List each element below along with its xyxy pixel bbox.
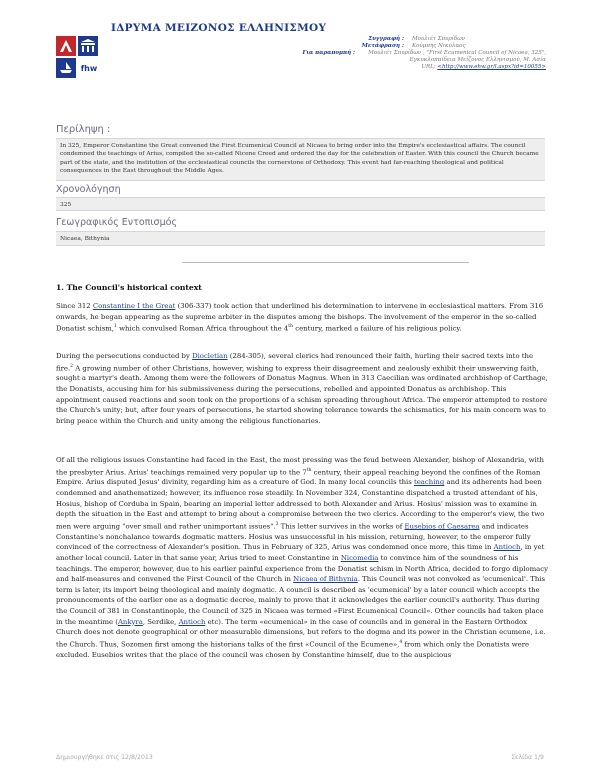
location-value: Nicaea, Bithynia — [60, 236, 110, 242]
p3-text: to convince him of the soundness of his teachings. The emperor, however, due to his earlier painful experience from the Donatist schism in North Africa, decided to forgo diplomacy and half-measures and convened the First Council of the Church in — [56, 553, 549, 584]
superscript: th — [288, 324, 294, 330]
chronology-title: Χρονολόγηση — [56, 184, 121, 195]
link-nicomedia[interactable]: Nicomedia — [340, 553, 379, 562]
summary-title: Περίληψη : — [56, 124, 111, 135]
link-ankyra[interactable]: Ankyra — [117, 617, 143, 626]
footer-page: Σελίδα 1/9 — [511, 754, 544, 761]
paragraph-2 — [56, 351, 548, 426]
link-antioch[interactable]: Antioch — [493, 543, 521, 552]
paragraph-3 — [56, 455, 548, 660]
author-label: Συγγραφή : — [368, 36, 404, 42]
p1-text: (306-337) took action that underlined his determination to intervene in ecclesiastical matters. From 316 onwards, he began appearing as the supreme arbiter in the disputes among the bishops. The involvement of the emperor in the so-called Donatist schism, — [56, 302, 544, 333]
superscript: th — [306, 467, 312, 473]
link-teaching[interactable]: teaching — [413, 478, 445, 487]
p3-text: Of all the religious issues Constantine had faced in the East, the most pressing was the feud between Alexander, bishop of Alexandria, with the presbyter Arius. Arius' teachings remained very popular up to the 7 — [56, 456, 544, 476]
paragraph-1 — [56, 301, 548, 334]
footer-created: Δημιουργήθηκε στις 12/8/2013 — [56, 754, 153, 761]
section-heading: 1. The Council's historical context — [56, 283, 202, 292]
footnote-ref[interactable]: 1 — [114, 324, 117, 330]
p3-text: etc). The term «ecumenical» in the case of councils and in general in the Eastern Orthodox Church does not denote geographical or other measurable dimensions, but refers to the dogma and its power in the Christian ecumene, i.e. the Church. Thus, Sozomen first among the historians talks of the first «Council of the Ecumene», — [56, 617, 546, 648]
logo-red-square — [56, 36, 76, 56]
footnote-ref[interactable]: 4 — [399, 639, 403, 645]
footnote-ref[interactable]: 3 — [275, 521, 279, 527]
citation-url-link[interactable]: <http://www.ehw.gr/l.aspx?id=10055> — [437, 64, 546, 70]
footnote-ref[interactable]: 2 — [70, 363, 74, 369]
link-diocletian[interactable]: Diocletian — [192, 352, 228, 360]
translation-label: Μετάφραση : — [361, 43, 404, 49]
p3-text: . This Council was not convoked as 'ecumenical'. This term is later, its import being theological and mainly dogmatic. A council is described as 'ecumenical' by a later council which accepts the pronouncements of the earlier one as a dogmatic decree, mainly to prove that it acknowledges the earlier council's authority. Thus during the Council of 381 in Constantinople, the Council of 325 in Nicaea was termed «First Ecumenical Council». Other councils had taken place in the meantime ( — [56, 575, 546, 626]
p3-text: , Serdike, — [142, 617, 179, 626]
p3-text: , in yet another local council. Later in that same year, Arius tried to meet Constantine in — [56, 543, 545, 562]
citation-line-1: Μουλιέτ Σπυρίδων , "First Ecumenical Council of Nicaea, 325", — [368, 50, 546, 56]
logo-blue-square — [78, 36, 98, 56]
p3-text: and its adherents had been condemned and anathematized; however, its influence rose steadily. In November 324, Constantine dispatched a trusted attendant of his, Hosius, bishop of Corduba in Spain, bearing an imperial letter addressed to both Alexander and Arius. Hosius' mission was to examine in depth the situation in the East and attempt to bring about a compromise between the two clerics. According to the emperor's view, the two men were arguing "over small and rather unimportant issues". — [56, 478, 545, 531]
author-value: Μουλιέτ Σπυρίδων — [412, 36, 466, 42]
p1-text: century, marked a failure of his religious policy. — [293, 324, 462, 333]
link-eusebios[interactable]: Eusebios of Caesarea — [404, 522, 480, 531]
chronology-value: 325 — [60, 202, 72, 208]
link-nicaea[interactable]: Nicaea of Bithynia — [293, 575, 358, 584]
logo-ship-square — [56, 58, 76, 78]
location-title: Γεωγραφικός Εντοπισμός — [56, 217, 178, 228]
summary-text: In 325, Emperor Constantine the Great convened the First Ecumenical Council at Nicaea to bring order into the Empire's ecclesiastical affairs. The council condemned the teachings of Arius, compiled the so-called Nicene Creed and ordered the day for the celebration of Easter. With this council the Church became part of the state, and the institution of the ecclesiastical councils the cornerstone of Orthodoxy. This event had far-reaching theological and political consequences in the East throughout the Middle Ages. — [60, 143, 539, 174]
fhw-logo — [56, 36, 100, 82]
p3-text: from which only the Donatists were excluded. Eusebios writes that the place of the council was chosen by Constantine himself, due to the auspicious — [56, 639, 530, 659]
p3-text: This letter survives in the works of — [278, 522, 405, 531]
link-constantine[interactable]: Constantine I the Great — [92, 302, 176, 310]
translation-value: Κούμπης Νικόλαος — [412, 43, 466, 49]
organization-name: ΙΔΡΥΜΑ ΜΕΙΖΟΝΟΣ ΕΛΛΗΝΙΣΜΟΥ — [111, 22, 327, 34]
divider — [182, 262, 469, 263]
p3-text: and indicates Constantine's nonchalance towards dogmatic matters. Hosius was unsuccessful in his mission, returning, however, to the emperor fully convinced of the correctness of Alexander's position. Thus in February of 325, Arius was condemned once more, this time in — [56, 522, 531, 552]
location-box — [56, 231, 545, 246]
link-antioch-2[interactable]: Antioch — [178, 617, 206, 626]
citation-label: Για παραπομπή : — [302, 50, 356, 56]
document-header — [56, 22, 546, 102]
p1-text: which convulsed Roman Africa throughout the 4 — [116, 324, 289, 333]
citation-url-prefix: URL: — [421, 64, 438, 70]
citation-meta — [296, 36, 546, 71]
summary-box — [56, 138, 545, 181]
p2-text: During the persecutions conducted by — [56, 352, 193, 360]
p2-text: (284-305), several clerics had renounced their faith, hurling their sacred texts into the fire. — [56, 352, 534, 372]
p1-text: Since 312 — [56, 302, 93, 310]
citation-line-2: Εγκυκλοπαίδεια Μείζονος Ελληνισμού, Μ. Ασία — [409, 57, 546, 63]
chronology-box — [56, 197, 545, 211]
p3-text: century, their appeal reaching beyond the confines of the Roman Empire. Arius disputed Jesus' divinity, regarding him as a creature of God. In many local councils this — [56, 467, 541, 487]
p2-text: A growing number of other Christians, however, wishing to express their disagreement and zealously exhibit their unswerving faith, sought a martyr's death. Among them were the followers of Donatus Magnus. When in 313 Caecilian was ordinated archbishop of Carthage, the Donatists, accusing him for his submissiveness during the persecutions, rebelled and appointed Donatus as archbishop. This appointment caused reactions and soon took on the proportions of a schism spreading throughout Africa. The emperor attempted to restore the Church's unity; but, after four years of persecutions, he started showing tolerance towards the schismatics, for his main concern was to bring peace within the Church and unity among the religious functionaries. — [56, 363, 548, 425]
logo-fhw-text: fhw — [80, 63, 98, 73]
